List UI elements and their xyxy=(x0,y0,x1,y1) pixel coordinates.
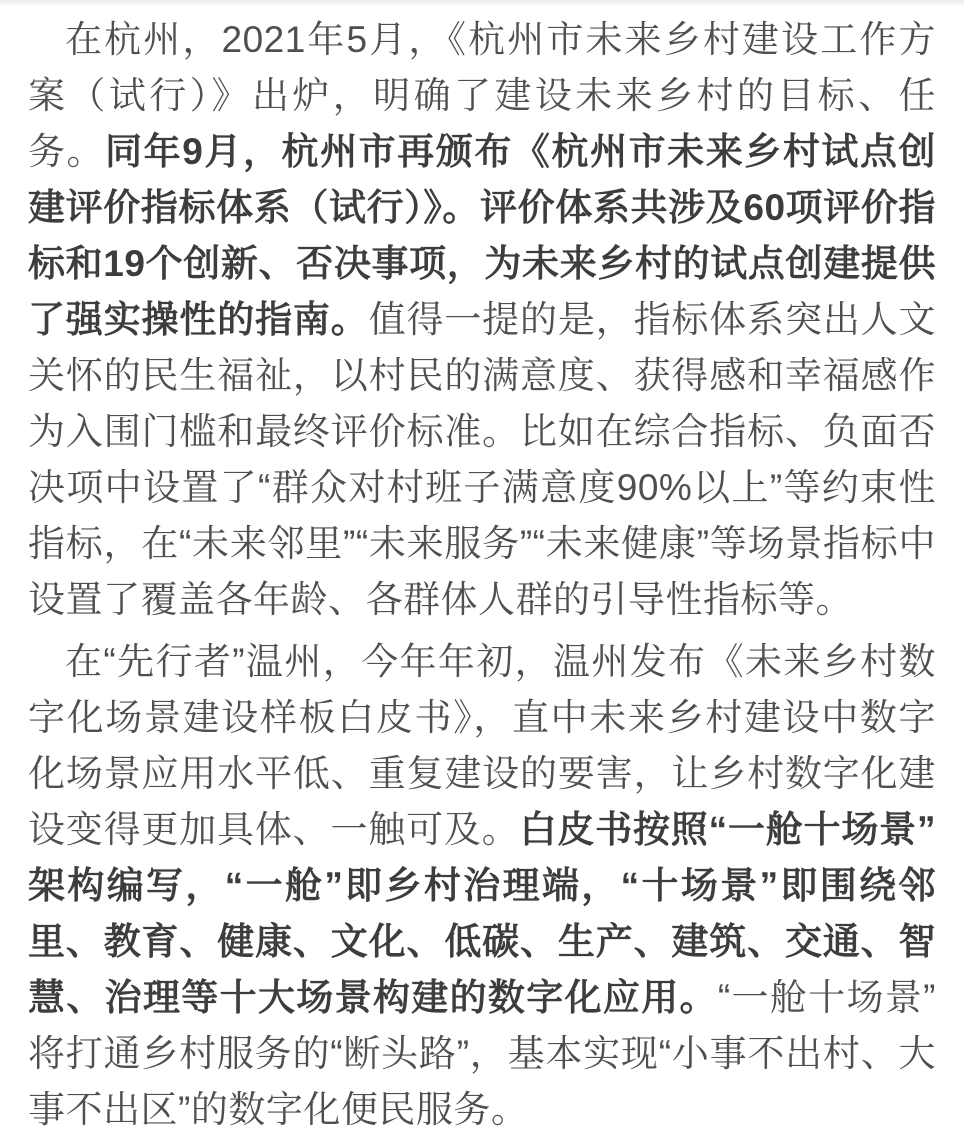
text-run: 在杭州，2021年5月，《杭州市未来乡村建设工作方案（试行）》出炉，明确了建设未来乡村的目标、任务。 xyxy=(28,19,936,172)
text-run: 值得一提的是，指标体系突出人文关怀的民生福祉，以村民的满意度、获得感和幸福感作为入围门槛和最终评价标准。比如在综合指标、负面否决项中设置了“群众对村班子满意度90%以上”等约束性指标，在“未来邻里”“未来服务”“未来健康”等场景指标中设置了覆盖各年龄、各群体人群的引导性指标等。 xyxy=(28,299,937,620)
text-run: 在“先行者”温州，今年年初，温州发布《未来乡村数字化场景建设样板白皮书》，直中未来乡村建设中数字化场景应用水平低、重复建设的要害，让乡村数字化建设变得更加具体、一触可及。 xyxy=(28,641,936,850)
text-run: “一舱十场景”将打通乡村服务的“断头路”，基本实现“小事不出村、大事不出区”的数字化便民服务。 xyxy=(28,977,936,1130)
text-run-bold: 白皮书按照“一舱十场景”架构编写，“一舱”即乡村治理端，“十场景”即围绕邻里、教育、健康、文化、低碳、生产、建筑、交通、智慧、治理等十大场景构建的数字化应用。 xyxy=(28,809,936,1018)
paragraph-1 xyxy=(28,12,936,628)
paragraph-2 xyxy=(28,634,936,1138)
text-run-bold: 同年9月，杭州市再颁布《杭州市未来乡村试点创建评价指标体系（试行）》。评价体系共涉及60项评价指标和19个创新、否决事项，为未来乡村的试点创建提供了强实操性的指南。 xyxy=(28,131,936,340)
